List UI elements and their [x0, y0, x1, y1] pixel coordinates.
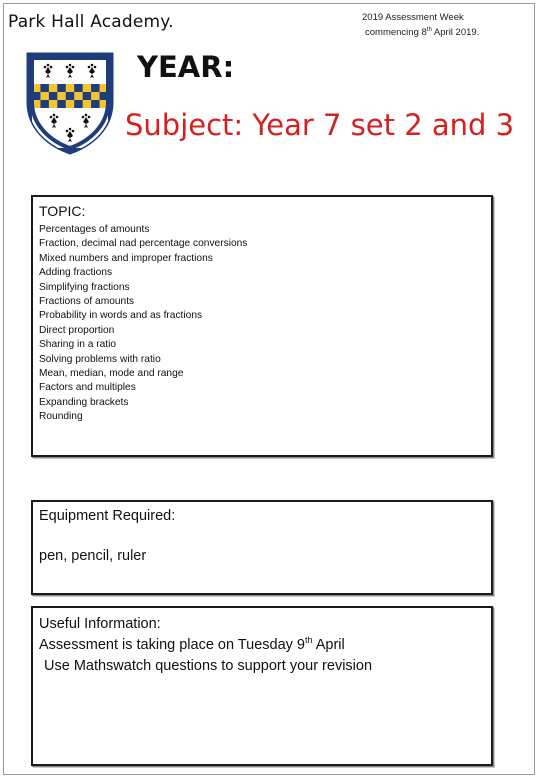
topic-item: Direct proportion [39, 324, 115, 336]
topic-item: Expanding brackets [39, 396, 129, 408]
topic-item: Probability in words and as fractions [39, 310, 203, 322]
equipment-box [31, 500, 493, 595]
topic-box [31, 195, 493, 457]
topic-item: Fraction, decimal nad percentage conversions [39, 238, 248, 250]
topic-list [39, 223, 485, 425]
assessment-line-2: commencing 8th April 2019. [365, 27, 480, 39]
school-crest [24, 50, 116, 156]
topic-item: Mixed numbers and improper fractions [39, 252, 213, 264]
topic-item: Percentages of amounts [39, 224, 150, 235]
topic-heading: TOPIC: [39, 203, 86, 219]
info-heading: Useful Information: [39, 616, 161, 632]
equipment-value: pen, pencil, ruler [39, 548, 147, 564]
school-name: Park Hall Academy. [8, 12, 174, 32]
subject-label: Subject: Year 7 set 2 and 3 [125, 108, 515, 142]
info-revision-tip: Use Mathswatch questions to support your revision [44, 658, 373, 674]
topic-item: Fractions of amounts [39, 296, 135, 308]
info-assessment-date: Assessment is taking place on Tuesday 9th April [39, 635, 345, 653]
topic-item: Factors and multiples [39, 382, 136, 394]
assessment-week-note [362, 12, 532, 39]
topic-item: Solving problems with ratio [39, 353, 161, 365]
topic-item: Rounding [39, 411, 83, 423]
topic-item: Adding fractions [39, 267, 113, 279]
useful-information-box [31, 606, 493, 766]
assessment-line-1: 2019 Assessment Week [362, 12, 464, 23]
year-label: YEAR: [137, 50, 235, 84]
topic-item: Sharing in a ratio [39, 339, 117, 351]
topic-item: Mean, median, mode and range [39, 368, 184, 380]
equipment-heading: Equipment Required: [39, 508, 176, 524]
topic-item: Simplifying fractions [39, 281, 130, 293]
